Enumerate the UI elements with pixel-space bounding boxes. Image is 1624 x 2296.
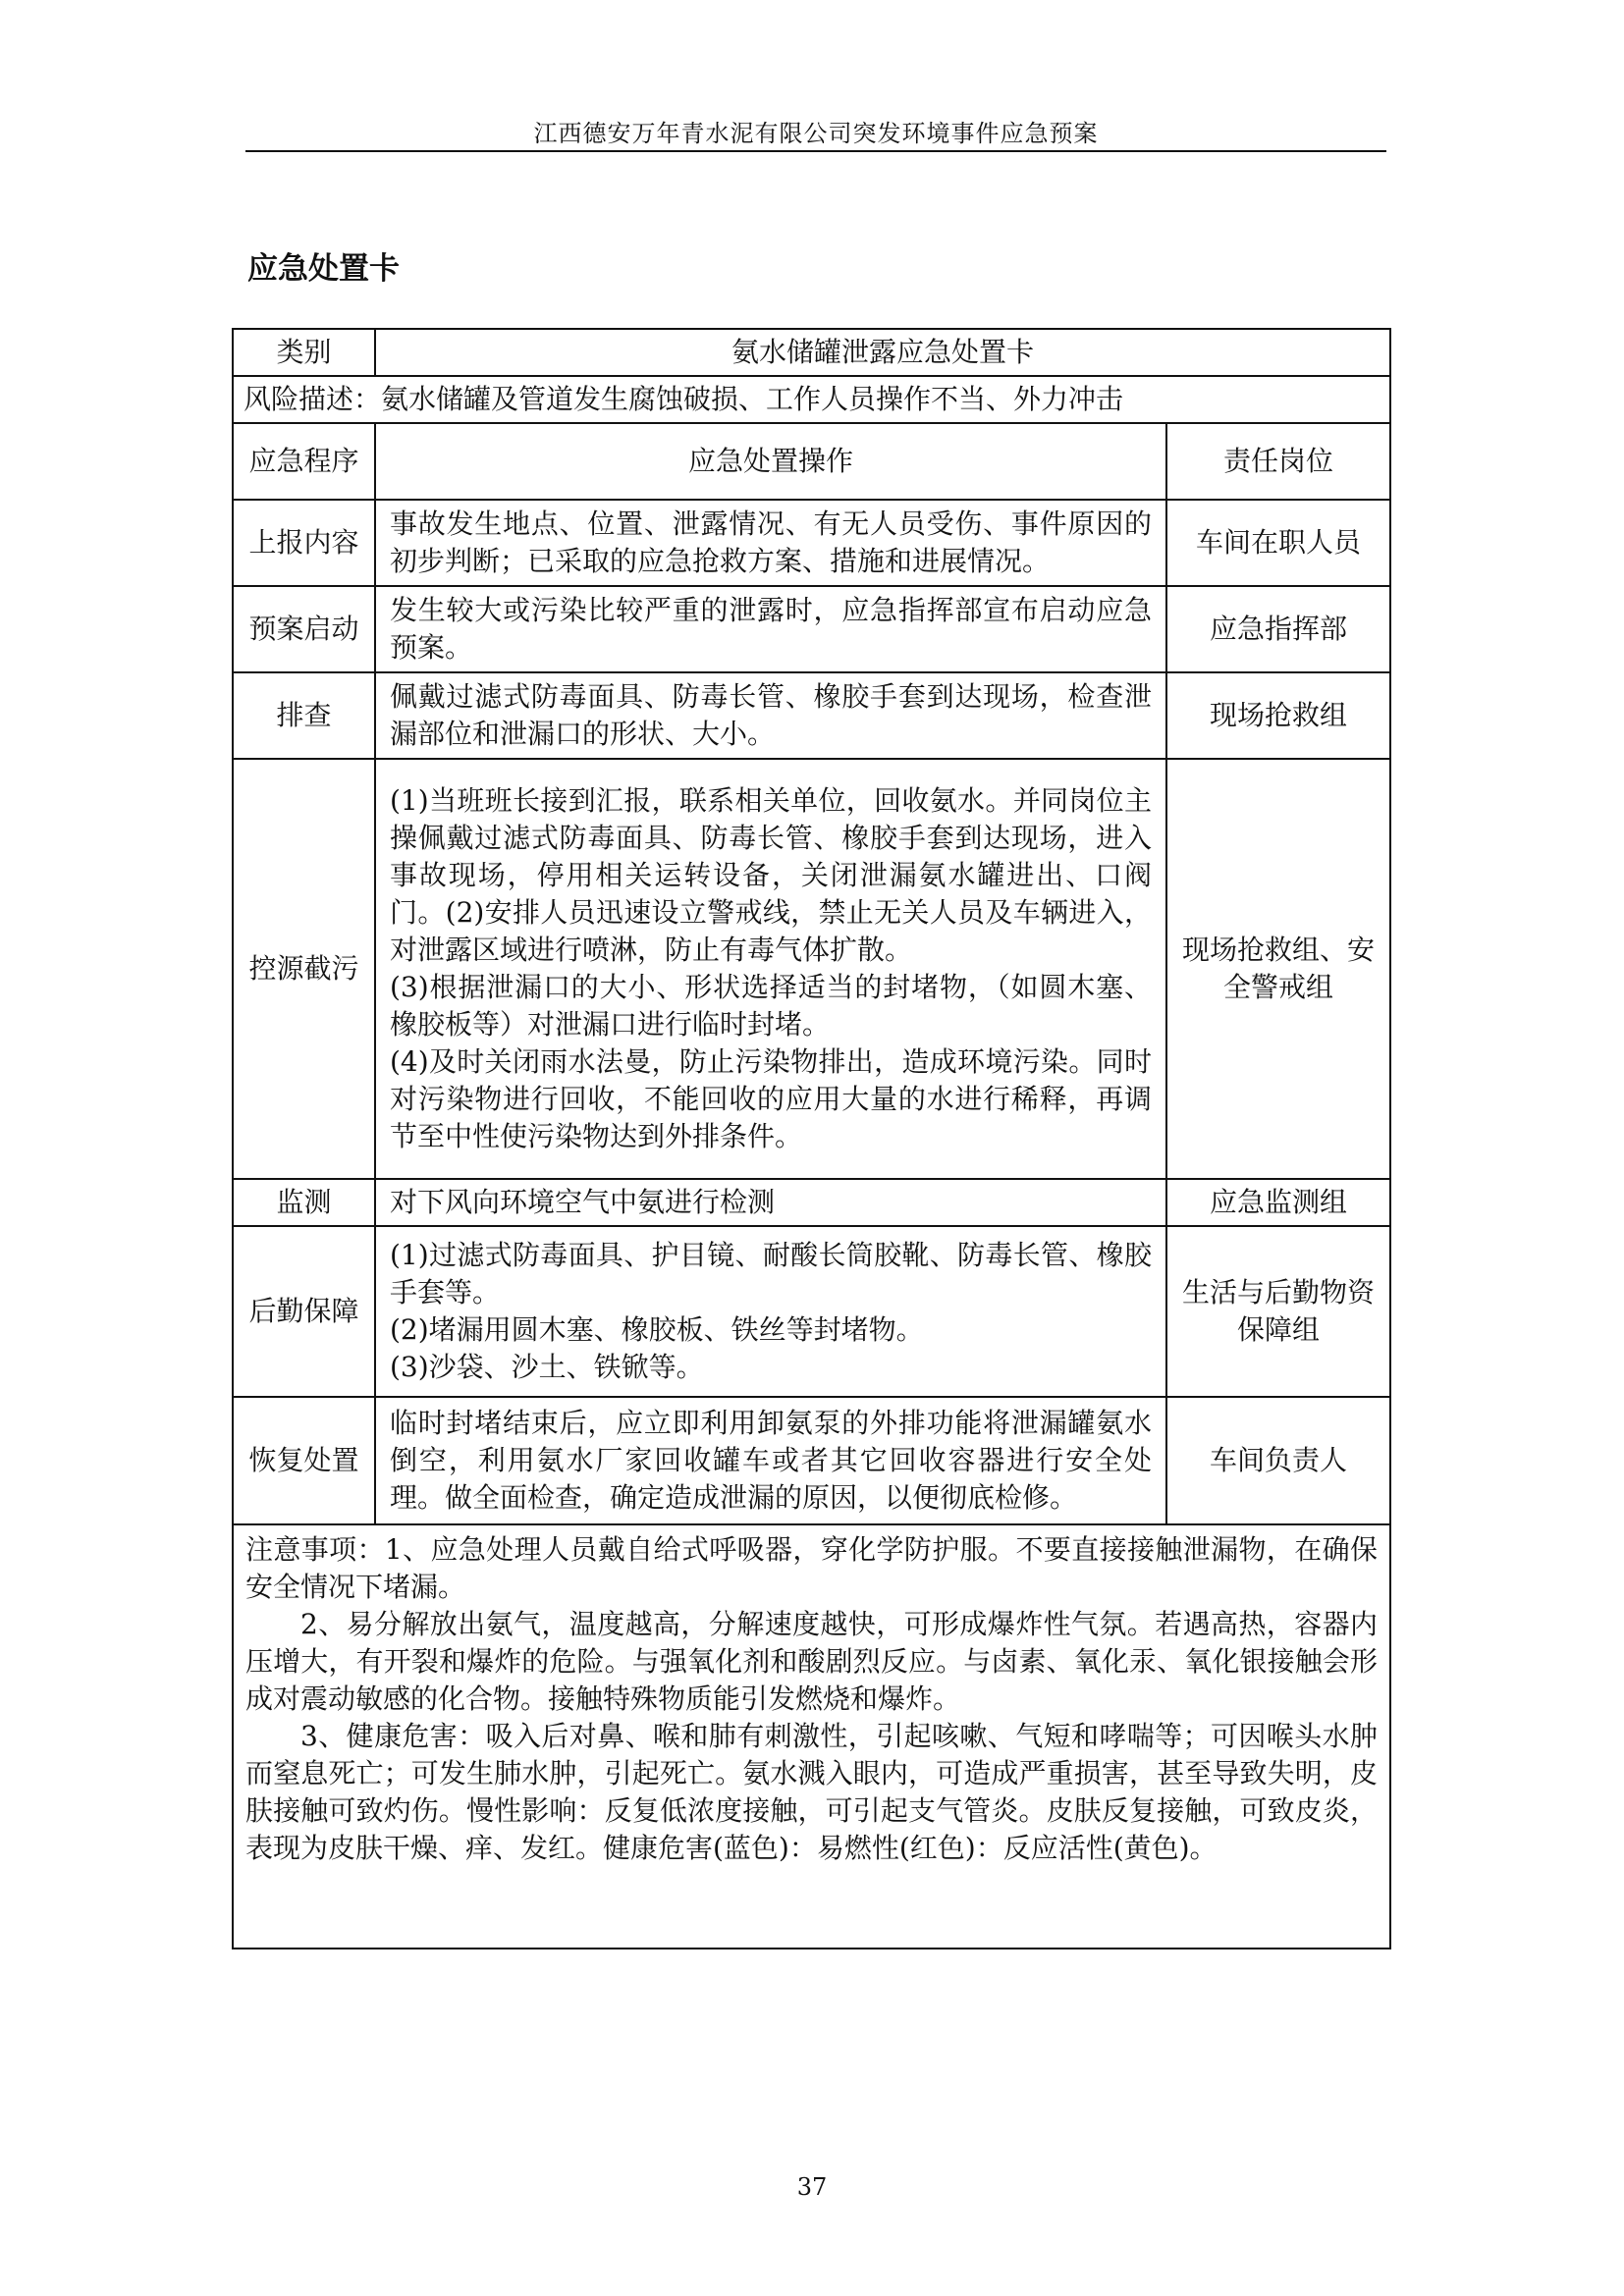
operation-text: 临时封堵结束后，应立即利用卸氨泵的外排功能将泄漏罐氨水倒空，利用氨水厂家回收罐车或者其它回收容器进行安全处理。做全面检查，确定造成泄漏的原因，以便彻底检修。 — [390, 1407, 1152, 1514]
procedure-row — [233, 1397, 1390, 1524]
responsible-post: 应急监测组 — [1166, 1179, 1390, 1226]
responsible-post: 应急指挥部 — [1166, 586, 1390, 672]
risk-description: 风险描述：氨水储罐及管道发生腐蚀破损、工作人员操作不当、外力冲击 — [233, 376, 1390, 423]
col-header-procedure: 应急程序 — [233, 423, 375, 500]
section-title: 应急处置卡 — [247, 251, 400, 287]
risk-row — [233, 376, 1390, 423]
responsible-post: 现场抢救组 — [1166, 672, 1390, 759]
operation-text: 事故发生地点、位置、泄露情况、有无人员受伤、事件原因的初步判断；已采取的应急抢救方案、措施和进展情况。 — [390, 507, 1152, 577]
operation-cell — [375, 1179, 1166, 1226]
operation-text: 发生较大或污染比较严重的泄露时，应急指挥部宣布启动应急预案。 — [390, 594, 1152, 664]
responsible-post: 现场抢救组、安全警戒组 — [1166, 759, 1390, 1179]
procedure-row — [233, 500, 1390, 586]
operation-text: (3)根据泄漏口的大小、形状选择适当的封堵物，（如圆木塞、橡胶板等）对泄漏口进行临时封堵。 — [390, 971, 1152, 1041]
procedure-row — [233, 1179, 1390, 1226]
operation-text: (1)当班班长接到汇报，联系相关单位，回收氨水。并同岗位主操佩戴过滤式防毒面具、防毒长管、橡胶手套到达现场，进入事故现场，停用相关运转设备，关闭泄漏氨水罐进出、口阀门。(2)安排人员迅速设立警戒线，禁止无关人员及车辆进入，对泄露区域进行喷淋，防止有毒气体扩散。 — [390, 784, 1152, 966]
procedure-row — [233, 672, 1390, 759]
operation-cell — [375, 759, 1166, 1179]
procedure-name: 恢复处置 — [233, 1397, 375, 1524]
header-rule — [245, 150, 1386, 152]
procedure-name: 预案启动 — [233, 586, 375, 672]
operation-cell — [375, 1226, 1166, 1397]
operation-text: (3)沙袋、沙土、铁锨等。 — [390, 1351, 704, 1383]
procedure-row — [233, 759, 1390, 1179]
procedure-name: 监测 — [233, 1179, 375, 1226]
operation-cell — [375, 1397, 1166, 1524]
note-2: 2、易分解放出氨气，温度越高，分解速度越快，可形成爆炸性气氛。若遇高热，容器内压增大，有开裂和爆炸的危险。与强氧化剂和酸剧烈反应。与卤素、氧化汞、氧化银接触会形成对震动敏感的化合物。接触特殊物质能引发燃烧和爆炸。 — [245, 1608, 1378, 1715]
column-header-row — [233, 423, 1390, 500]
operation-text: 佩戴过滤式防毒面具、防毒长管、橡胶手套到达现场，检查泄漏部位和泄漏口的形状、大小。 — [390, 680, 1152, 750]
procedure-name: 排查 — [233, 672, 375, 759]
category-row — [233, 329, 1390, 376]
operation-text: (1)过滤式防毒面具、护目镜、耐酸长筒胶靴、防毒长管、橡胶手套等。 — [390, 1239, 1152, 1308]
notes-cell — [233, 1524, 1390, 1949]
operation-text: (2)堵漏用圆木塞、橡胶板、铁丝等封堵物。 — [390, 1313, 924, 1346]
procedure-row — [233, 1226, 1390, 1397]
operation-cell — [375, 586, 1166, 672]
page-number: 37 — [796, 2173, 828, 2201]
category-label: 类别 — [233, 329, 375, 376]
procedure-name: 控源截污 — [233, 759, 375, 1179]
notes-row — [233, 1524, 1390, 1949]
note-1: 注意事项：1、应急处理人员戴自给式呼吸器，穿化学防护服。不要直接接触泄漏物，在确保安全情况下堵漏。 — [245, 1533, 1378, 1603]
emergency-card-table — [232, 328, 1391, 1949]
responsible-post: 车间负责人 — [1166, 1397, 1390, 1524]
page-header: 江西德安万年青水泥有限公司突发环境事件应急预案 — [533, 120, 1099, 147]
col-header-operation: 应急处置操作 — [375, 423, 1166, 500]
procedure-name: 后勤保障 — [233, 1226, 375, 1397]
operation-cell — [375, 672, 1166, 759]
responsible-post: 车间在职人员 — [1166, 500, 1390, 586]
operation-cell — [375, 500, 1166, 586]
responsible-post: 生活与后勤物资保障组 — [1166, 1226, 1390, 1397]
procedure-row — [233, 586, 1390, 672]
note-3: 3、健康危害：吸入后对鼻、喉和肺有刺激性，引起咳嗽、气短和哮喘等；可因喉头水肿而窒息死亡；可发生肺水肿，引起死亡。氨水溅入眼内，可造成严重损害，甚至导致失明，皮肤接触可致灼伤。慢性影响：反复低浓度接触，可引起支气管炎。皮肤反复接触，可致皮炎，表现为皮肤干燥、痒、发红。健康危害(蓝色)：易燃性(红色)：反应活性(黄色)。 — [245, 1720, 1378, 1864]
operation-text: (4)及时关闭雨水法曼，防止污染物排出，造成环境污染。同时对污染物进行回收，不能回收的应用大量的水进行稀释，再调节至中性使污染物达到外排条件。 — [390, 1045, 1152, 1152]
category-value: 氨水储罐泄露应急处置卡 — [375, 329, 1390, 376]
procedure-name: 上报内容 — [233, 500, 375, 586]
operation-text: 对下风向环境空气中氨进行检测 — [390, 1186, 776, 1218]
col-header-responsible: 责任岗位 — [1166, 423, 1390, 500]
